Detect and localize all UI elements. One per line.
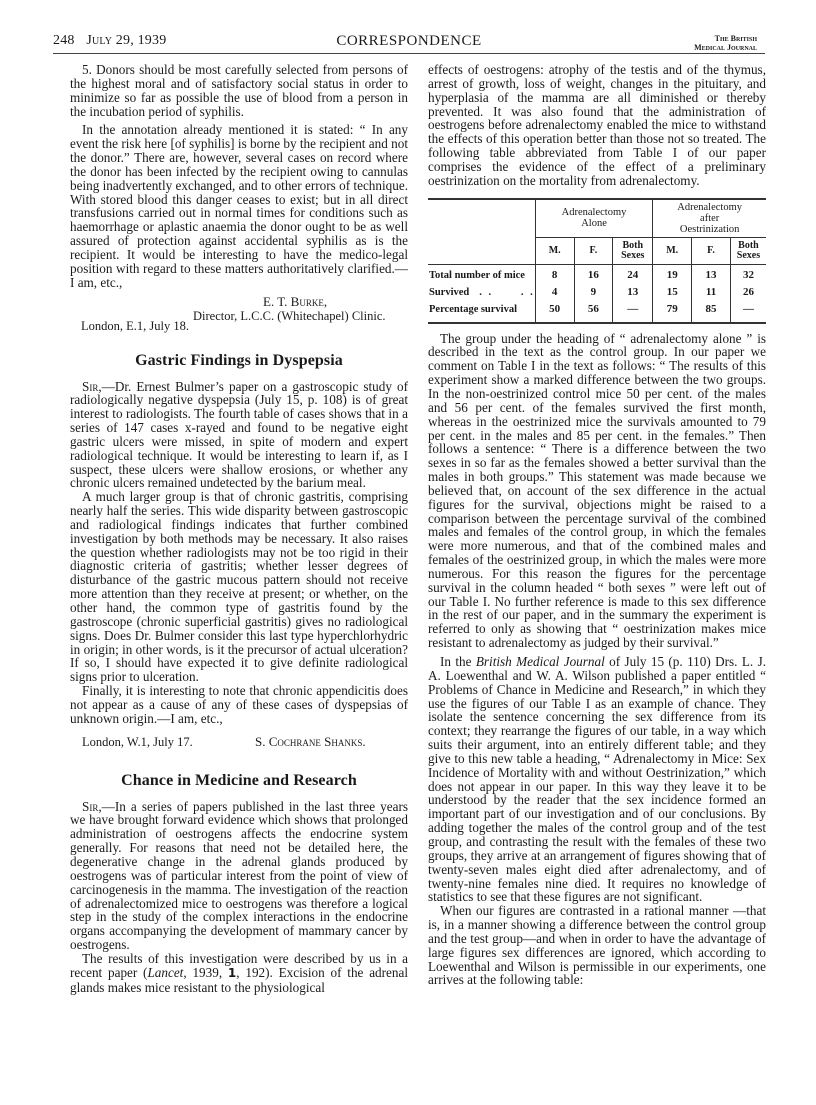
row-label-wrap <box>429 303 517 317</box>
paragraph-text: —In a series of papers published in the last three years we have brought forward evidence which shows that prolonged administration of oestrogens affects the endocrine system generally. For reasons that need not be detailed here, the degenerative change in the adrenal glands produced by oestrogens was of particular interest from the point of view of carcinogenesis in the mamma. The investigation of the reaction of adrenalectomized mice to oestrogens was therefore a logical step in the study of the complex interactions in the endocrine organs accompanying the development of mammary cancer by oestrogens. <box>70 798 408 953</box>
cell: 19 <box>653 264 692 285</box>
text-run: , 192). Excision of the adrenal glands makes mice resistant to the physiological <box>70 964 408 995</box>
cell: 26 <box>730 285 766 302</box>
cell: 16 <box>574 264 613 285</box>
row-label-text: Survived <box>429 287 470 299</box>
place-date: London, E.1, July 18. <box>81 318 189 333</box>
section-title: CORRESPONDENCE <box>336 33 482 49</box>
text-run: In the <box>440 654 476 669</box>
col-header-male: M. <box>535 237 574 264</box>
cell: 32 <box>730 264 766 285</box>
col-header-female: F. <box>574 237 613 264</box>
cell: — <box>613 302 653 322</box>
header-line: Oestrinization <box>679 223 740 235</box>
table-row <box>428 264 766 285</box>
issue-date: July 29, 1939 <box>86 33 167 48</box>
cell: 4 <box>535 285 574 302</box>
paragraph: effects of oestrogens: atrophy of the testis and of the thymus, arrest of growth, loss of weight, changes in the pituitary, and hyperplasia of the mamma are all diminished or thereby prevented. It was also found that the administration of oestrogens before adrenalectomy enabled the mice to withstand the effects of this operation better than those not so treated. The following table abbreviated from Table I of our paper comprises the evidence of the effect of a preliminary oestrinization on the mortality from adrenalectomy. <box>428 62 766 188</box>
paragraph <box>70 800 408 952</box>
cell: 79 <box>653 302 692 322</box>
signoff-shanks <box>70 730 408 754</box>
blank-cell <box>428 200 535 238</box>
cell: 50 <box>535 302 574 322</box>
paragraph: 5. Donors should be most carefully selected from persons of the highest moral and of satisfactory social status in order to minimize so far as possible the use of blood from a person in the incubation period of syphilis. <box>70 62 408 119</box>
paragraph-text: —Dr. Ernest Bulmer’s paper on a gastroscopic study of radiologically negative dyspepsia (July 15, p. 108) is of great interest to radiologists. The fourth table of cases shows that in a series of 147 cases x-rayed and found to be negative eight gastric ulcers were missed, in spite of modern and expert radiological technique. It would be interesting to learn if, as I suspect, these ulcers were shallow erosions, or whether any chronic ulcers remained undetected by the barium meal. <box>70 378 408 491</box>
header-line: Both <box>622 239 644 251</box>
paragraph: The group under the heading of “ adrenalectomy alone ” is described in the text as the control group. In our paper we comment on Table I in the text as follows: “ The results of this experiment show a marked difference between the two groups. In the non-oestrinized control mice 50 per cent. of the males and 56 per cent. of the females survived the first month, whereas in the oestrinized mice the survivals amounted to 79 per cent. in the males and 85 per cent. in the females.” Then follows a sentence: “ There is a difference between the two sexes in so far as the females showed a better survival than the males in both groups.” This statement was made because we believed that, on account of the sex difference in the actual figures for the survival, objections might be raised to a comparison between the percentage survival of the combined males and females of the control group, in which the females were more numerous, and that of the combined males and females of the oestrinized group, in which the males were more numerous. For this reason the figures for the percentage survival in the column headed “ both sexes ” were left out of our Table I. No further reference is made to this sex difference in the rest of our paper, and in the summary the experiment is referred to only as showing that “ oestrinization makes mice resistant to adrenalectomy as judged by their survival.” <box>428 330 766 651</box>
cell: 56 <box>574 302 613 322</box>
signature: S. Cochrane Shanks. <box>255 733 366 749</box>
paragraph <box>70 952 408 995</box>
cell: 13 <box>692 264 731 285</box>
paragraph: A much larger group is that of chronic gastritis, comprising nearly half the series. This wide disparity between gastroscopic and radiological findings indicates that further combined investigation by both methods may be necessary. It also raises the question whether radiologists may not be too rigid in their diagnostic criteria of gastritis; whether lesser degrees of disturbance of the gastric mucous pattern should not receive more attention than they receive at present; or whether, on the other hand, the common type of gastritis found by the gastroscope (chronic superficial gastritis) gives no radiological signs. Does Dr. Bulmer consider this last type hyperchlorhydric in origin; in other words, is it the precursor of actual ulceration? If so, I should have expected it to give definite radiological signs prior to ulceration. <box>70 489 408 685</box>
header-line: Alone <box>581 218 607 230</box>
journal-citation: Lancet <box>147 964 184 980</box>
row-label: Total number of mice <box>429 270 525 282</box>
col-header-male: M. <box>653 237 692 264</box>
journal-name <box>694 34 757 52</box>
cell: 8 <box>535 264 574 285</box>
place-date: London, W.1, July 17. <box>82 734 193 749</box>
letter-heading: Gastric Findings in Dyspepsia <box>135 351 343 369</box>
left-column <box>70 63 408 994</box>
header-line: Sexes <box>736 249 761 261</box>
cell: 13 <box>613 285 653 302</box>
right-column <box>428 63 766 987</box>
journal-name-line1: The British <box>714 34 757 43</box>
paragraph: Finally, it is interesting to note that chronic appendicitis does not appear as a cause of any of these cases of dyspepsias of unknown origin.—I am, etc., <box>70 683 408 726</box>
text-run: of July 15 (p. 110) Drs. L. J. A. Loewenthal and W. A. Wilson published a paper entitled “ Problems of Chance in Medicine and Research,” in which they use the figures of our Table I as an example of chance. They isolate the sentence concerning the sex difference from its context; they rearrange the figures of our table, in a way which suits their argument, into an entirely different table; and they give to this new table a heading, “ Adrenalectomy in Mice: Sex Incidence of Mortality with and without Oestrinization,” which does not appear in our paper. In this way they leave it to be understood by the reader that the sex incidence formed an important part of our investigation and of our conclusions. By adding together the males of the control group and of the test group, and contrasting the result with the females of these two groups, they arrive at an arrangement of figures showing that of twenty-seven males eight died after adrenalectomy, and of twenty-nine females nine died. It requires no knowledge of statistics to see that these figures are not significant. <box>428 654 766 905</box>
page-number: 248 <box>53 33 75 48</box>
group-header-alone <box>535 200 653 238</box>
salutation: Sir, <box>82 798 102 814</box>
paragraph: When our figures are contrasted in a rational manner —that is, in a manner showing a difference between the control group and the test group—and when in order to have the advantage of large figures sex differences are ignored, which according to Loewenthal and Wilson is permissible in our experiments, one arrives at the following table: <box>428 903 766 988</box>
cell: 24 <box>613 264 653 285</box>
survival-table <box>428 198 766 324</box>
cell: 11 <box>692 285 731 302</box>
header-line: Adrenalectomy <box>677 201 743 213</box>
header-line: Both <box>738 239 759 251</box>
cell: 9 <box>574 285 613 302</box>
col-header-female: F. <box>692 237 731 264</box>
table-row <box>428 302 766 322</box>
running-header <box>53 33 765 54</box>
group-header-row <box>428 200 766 238</box>
col-header-both-sexes <box>730 237 766 264</box>
paragraph <box>428 655 766 904</box>
row-label <box>428 285 535 302</box>
volume-number: 1 <box>227 965 237 980</box>
leader-dots: . . . . <box>479 287 535 299</box>
text-run: , 1939, <box>183 964 228 980</box>
header-line: after <box>700 212 720 224</box>
cell: 15 <box>653 285 692 302</box>
journal-name-line2: Medical Journal <box>694 43 757 52</box>
row-label-text: survival <box>480 304 517 316</box>
signature: E. T. Burke, <box>263 293 328 309</box>
row-label-text: Percentage <box>429 304 479 316</box>
paragraph: In the annotation already mentioned it is stated: “ In any event the risk here [of syphilis] is borne by the recipient and not the donor.” There are, however, several cases on record where the donor has been infected by the recipient owing to cannulas being inadvertently exchanged, and to other errors of technique. With stored blood this danger ceases to exist; but in all direct transfusions carried out in normal times for conditions such as haemorrhage or aplastic anaemia the donor ought to be as well assured of protection against accidental syphilis as is the recipient. It would be interesting to have the medico-legal position with regard to these matters authoritatively clarified.—I am, etc., <box>70 122 408 290</box>
paragraph <box>70 380 408 491</box>
cell: 85 <box>692 302 731 322</box>
group-header-after-oestrinization <box>653 200 766 238</box>
text-run: The results of this investigation were described by us in a recent paper ( <box>70 950 408 980</box>
signature-title: Director, L.C.C. (Whitechapel) Clinic. <box>193 308 386 323</box>
journal-citation: British Medical Journal <box>475 654 605 669</box>
table-row <box>428 285 766 302</box>
letter-heading: Chance in Medicine and Research <box>121 771 357 789</box>
signoff-burke <box>70 290 408 334</box>
col-header-both-sexes <box>613 237 653 264</box>
data-table <box>428 200 766 322</box>
blank-cell <box>428 237 535 264</box>
sub-header-row <box>428 237 766 264</box>
salutation: Sir, <box>82 378 102 394</box>
row-label <box>428 302 535 322</box>
header-line: Sexes <box>621 249 645 261</box>
header-line: Adrenalectomy <box>561 207 627 219</box>
cell: — <box>730 302 766 322</box>
